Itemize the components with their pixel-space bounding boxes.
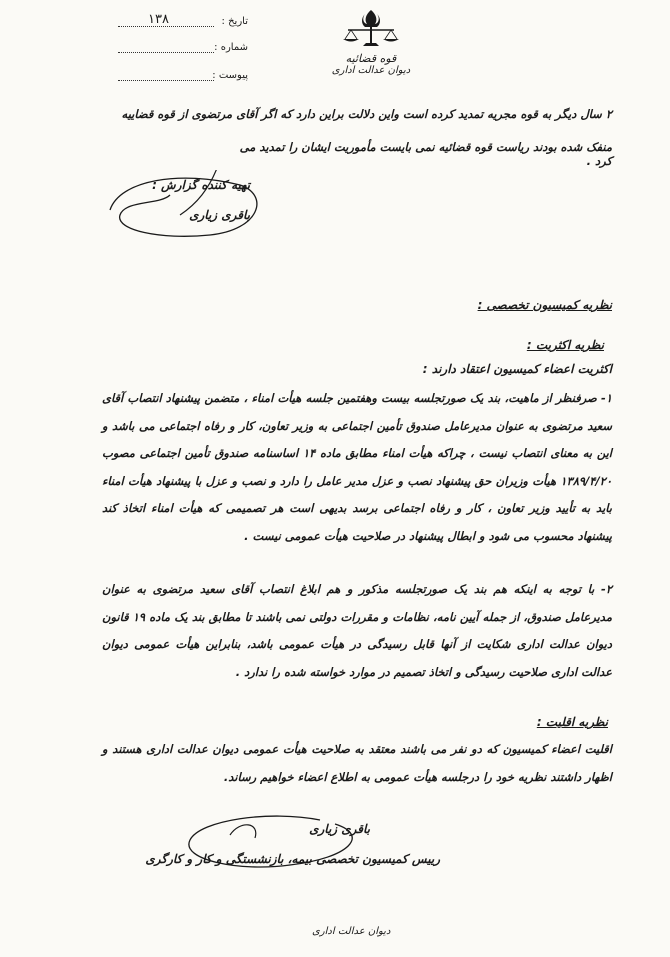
signatory-name: باقری زیاری	[309, 822, 370, 836]
signatory-role: رییس کمیسیون تخصصی بیمه، بازنشستگی و کار و کارگری	[145, 852, 440, 866]
reporter-signature-block	[100, 170, 270, 240]
number-field	[118, 42, 248, 56]
intro-line-2: منفک شده بودند ریاست قوه قضائیه نمی بایست مأموریت ایشان را تمدید می کرد .	[239, 140, 612, 168]
attachment-line	[118, 80, 214, 81]
date-field	[118, 12, 248, 30]
majority-intro: اکثریت اعضاء کمیسیون اعتقاد دارند :	[422, 362, 612, 376]
signatory-signature-scribble	[120, 810, 440, 880]
footer-text: دیوان عدالت اداری	[312, 926, 391, 937]
signatory-block	[120, 810, 440, 880]
number-label: شماره :	[214, 42, 248, 53]
judiciary-emblem	[326, 6, 416, 86]
org-name-line2: دیوان عدالت اداری	[331, 65, 411, 76]
minority-heading: نظریه اقلیت :	[536, 715, 608, 729]
date-label: تاریخ :	[221, 16, 248, 27]
attachment-field	[118, 70, 248, 84]
reporter-title: تهیه کننده گزارش :	[152, 178, 250, 192]
org-name-line1: قوه قضائیه	[345, 52, 397, 65]
scales-emblem-icon	[336, 6, 406, 50]
reporter-name: باقری زیاری	[189, 208, 250, 222]
majority-point-1: ۱- صرفنظر از ماهیت، بند یک صورتجلسه بیست وهفتمین جلسه هیأت امناء ، متضمن پیشنهاد انتصاب آقای سعید مرتضوی به عنوان مدیرعامل صندوق تأمین اجتماعی به وزیر تعاون، کار و رفاه اجتماعی می باشد و این به معنای انتصاب نیست ، چراکه هیأت امناء مطابق ماده ۱۴ اساسنامه صندوق تأمین اجتماعی مصوب ۱۳۸۹/۴/۲۰ هیأت وزیران حق پیشنهاد نصب و عزل مدیر عامل را دارد و نصب و عزل با پیشنهاد هیأت امناء باید به تأیید وزیر تعاون ، کار و رفاه اجتماعی برسد بدیهی است هر تصمیمی که هیأت امناء اتخاذ کند پیشنهاد محسوب می شود و ابطال پیشنهاد در صلاحیت هیأت عمومی نیست .	[102, 391, 612, 543]
minority-text: اقلیت اعضاء کمیسیون که دو نفر می باشند معتقد به صلاحیت هیأت عمومی دیوان عدالت اداری هستند و اظهار داشتند نظریه خود را درجلسه هیأت عمومی به اطلاع اعضاء خواهیم رساند.	[102, 742, 612, 784]
attachment-label: پیوست :	[212, 70, 248, 81]
majority-point-2: ۲- با توجه به اینکه هم بند یک صورتجلسه مذکور و هم ابلاغ انتصاب آقای سعید مرتضوی به عنوان مدیرعامل صندوق، از جمله آیین نامه، نظامات و مقررات دولتی نمی باشند تا مطابق بند یک ماده ۱۹ قانون دیوان عدالت اداری شکایت از آنها قابل رسیدگی در هیأت عمومی باشد، بنابراین هیأت عمومی دیوان عدالت اداری صلاحیت رسیدگی و اتخاذ تصمیم در موارد خواسته شده را ندارد .	[102, 582, 612, 679]
intro-line-1: ۲ سال دیگر به قوه مجریه تمدید کرده است واین دلالت براین دارد که اگر آقای مرتضوی از قوه قضاییه	[121, 107, 612, 121]
commission-heading: نظریه کمیسیون تخصصی :	[477, 298, 612, 312]
number-line	[118, 52, 214, 53]
date-value: ۱۳۸	[148, 12, 169, 27]
majority-heading: نظریه اکثریت :	[526, 338, 604, 352]
